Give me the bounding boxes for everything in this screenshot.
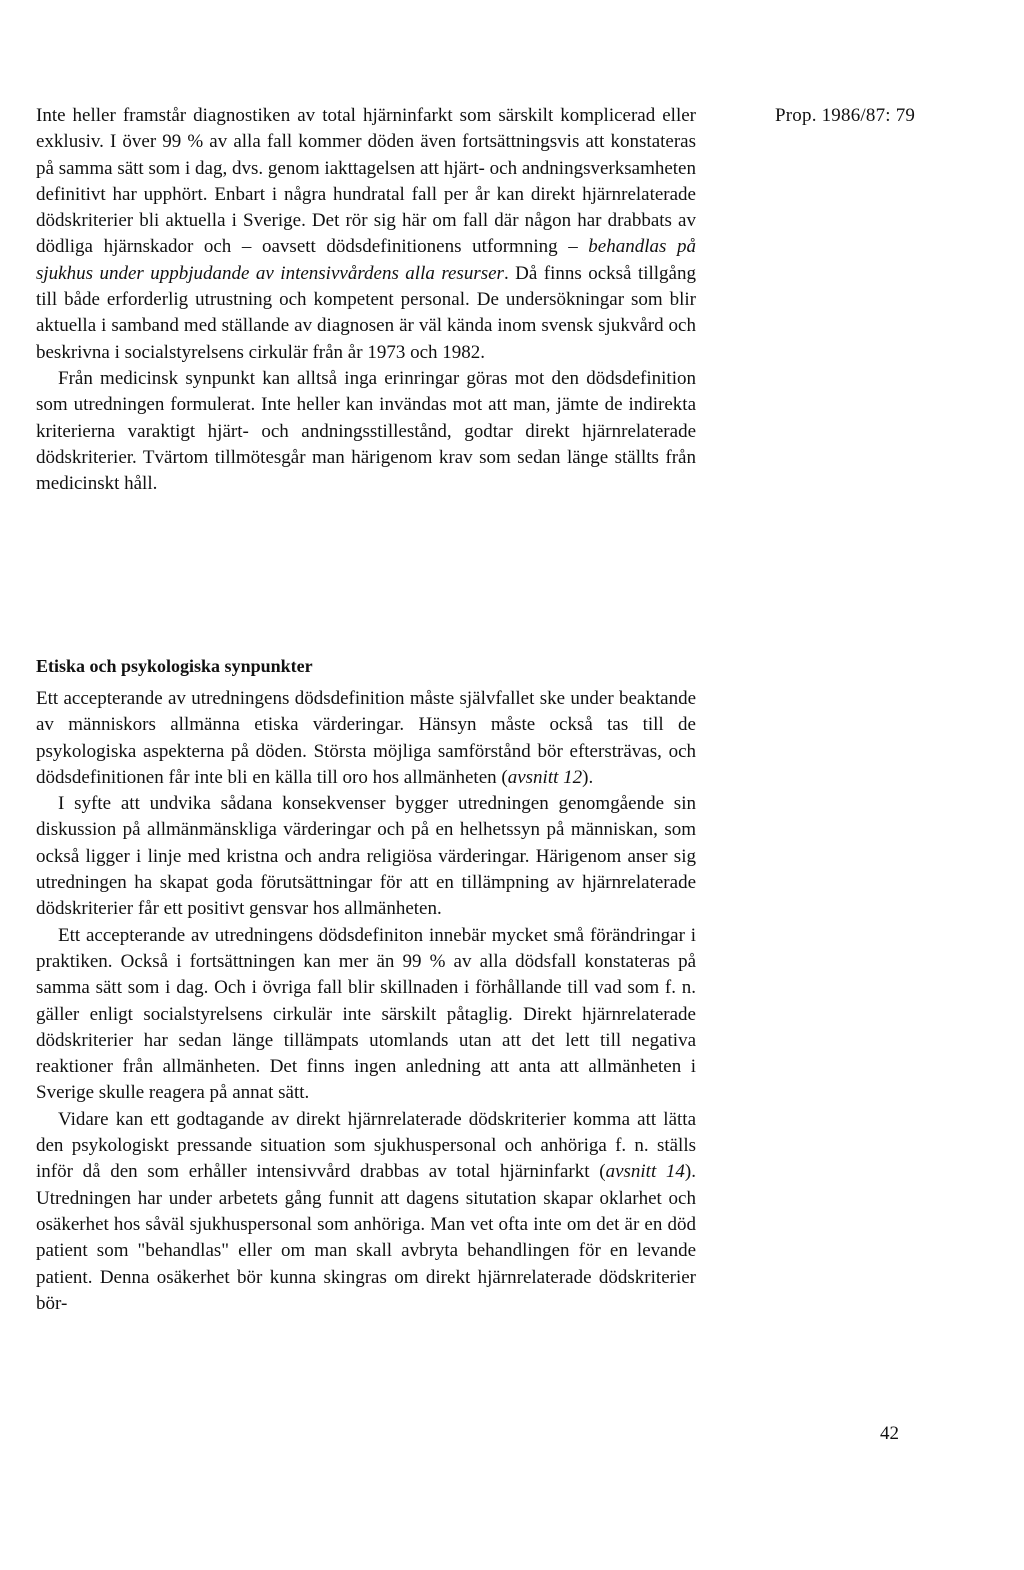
intro-text-block [36, 103, 696, 497]
paragraph-text: . Då finns också tillgång till både erforderlig utrustning och kompetent personal. De undersökningar som blir aktuella i samband med ställande av diagnosen är väl kända inom svensk sjukvård och beskrivna i socialstyrelsens cirkulär från år 1973 och 1982. [36, 262, 696, 363]
paragraph-text: Vidare kan ett godtagande av direkt hjärnrelaterade dödskriterier komma att lätta den psykologiskt pressande situation som sjukhuspersonal och anhöriga f. n. ställs inför då den som erhåller intensivvård drabbas av total hjärninfarkt ( [36, 1108, 696, 1183]
emphasis-text: avsnitt 12 [507, 766, 583, 788]
emphasis-text: avsnitt 14 [605, 1161, 685, 1183]
section-ethics [36, 654, 696, 1317]
paragraph [36, 103, 696, 366]
page-number: 42 [880, 1423, 899, 1444]
document-reference: Prop. 1986/87: 79 [775, 105, 916, 126]
paragraph [36, 1107, 696, 1317]
paragraph-text: Inte heller framstår diagnostiken av total hjärninfarkt som särskilt komplicerad eller exklusiv. I över 99 % av alla fall kommer döden även fortsättningsvis att konstateras på samma sätt som i dag, dvs. genom iakttagelsen att hjärt- och andningsverksamheten definitivt har upphört. Enbart i några hundratal fall per år kan direkt hjärnrelaterade dödskriterier bli aktuella i Sverige. Det rör sig här om fall där någon har drabbats av dödliga hjärnskador och – oavsett dödsdefinitionens utformning – [36, 105, 696, 258]
emphasis-text: behandlas på sjukhus under uppbjudande av intensivvårdens alla resurser [36, 236, 696, 284]
paragraph-text: Ett accepterande av utredningens dödsdefinition måste självfallet ske under beaktande av människors allmänna etiska värderingar. Hänsyn måste också tas till de psykologiska aspekterna på döden. Största möjliga samförstånd bör eftersträvas, och dödsdefinitionen får inte bli en källa till oro hos allmänheten ( [36, 688, 696, 788]
paragraph [36, 686, 696, 791]
paragraph: Ett accepterande av utredningens dödsdefiniton innebär mycket små förändringar i praktiken. Också i fortsättningen kan mer än 99 % av alla dödsfall konstateras på samma sätt som i dag. Och i övriga fall blir skillnaden i förhållande till vad som f. n. gäller enligt socialstyrelsens cirkulär inte särskilt påtaglig. Direkt hjärnrelaterade dödskriterier har sedan länge tillämpats utomlands utan att det lett till negativa reaktioner från allmänheten. Det finns ingen anledning att anta att allmänheten i Sverige skulle reagera på annat sätt. [36, 924, 696, 1104]
paragraph: Från medicinsk synpunkt kan alltså inga erinringar göras mot den dödsdefinition som utredningen formulerat. Inte heller kan invändas mot att man, jämte de indirekta kriterierna varaktigt hjärt- och andningsstillestånd, godtar direkt hjärnrelaterade dödskriterier. Tvärtom tillmötesgår man härigenom krav som sedan länge ställts från medicinskt håll. [36, 367, 696, 495]
paragraph-text: ). Utredningen har under arbetets gång funnit att dagens situtation skapar oklarhet och osäkerhet hos såväl sjukhuspersonal som anhöriga. Man vet ofta inte om det är en död patient som "behandlas" eller om man skall avbryta behandlingen för en levande patient. Denna osäkerhet bör kunna skingras om direkt hjärnrelaterade dödskriterier bör- [36, 1161, 696, 1314]
section-heading: Etiska och psykologiska synpunkter [36, 656, 313, 676]
paragraph: I syfte att undvika sådana konsekvenser bygger utredningen genomgående sin diskussion på allmänmänskliga värderingar och på en helhetssyn på människan, som också ligger i linje med kristna och andra religiösa värderingar. Härigenom anser sig utredningen ha skapat goda förutsättningar för att en tillämpning av hjärnrelaterade dödskriterier får ett positivt gensvar hos allmänheten. [36, 793, 696, 920]
paragraph-text: ). [582, 766, 594, 788]
